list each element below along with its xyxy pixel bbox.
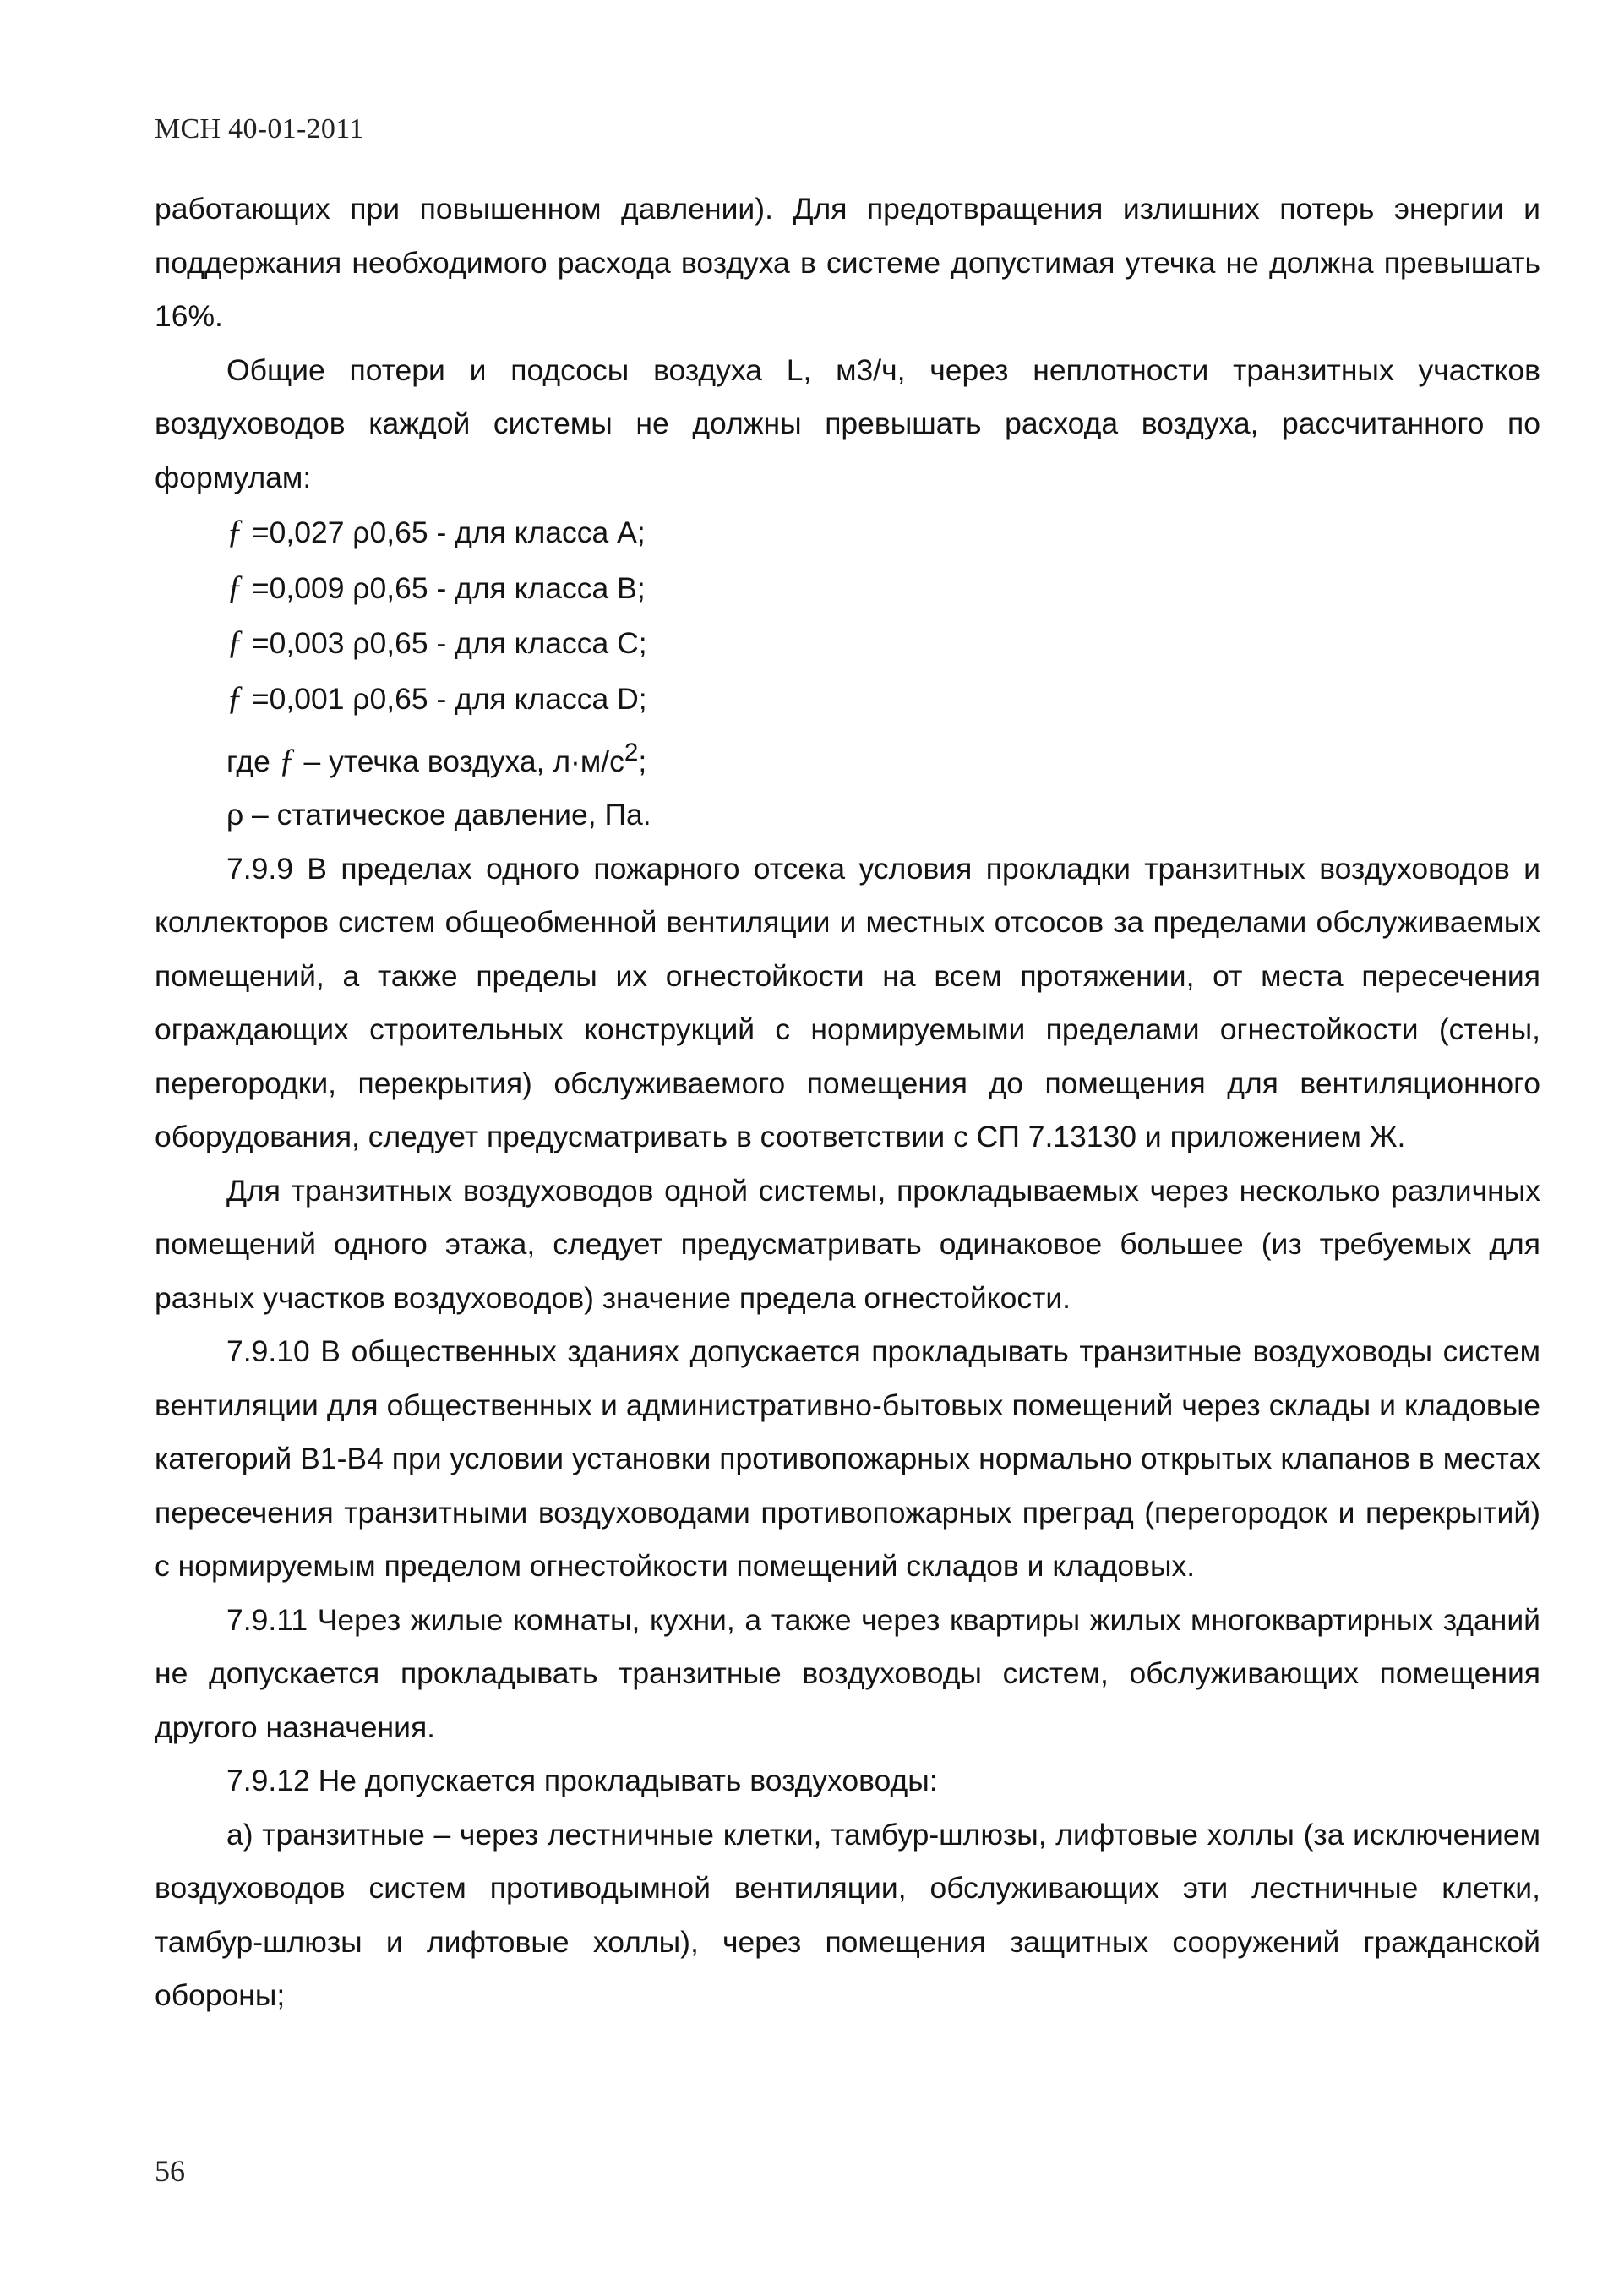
paragraph-transit-ducts: Для транзитных воздуховодов одной системы, прокладываемых через несколько различных помещений одного этажа, следует предусматривать одинаковое большее (из требуемых для разных участков воздуховодов) значение предела огнестойкости. [155, 1173, 1540, 1315]
leak-symbol: ƒ [226, 678, 243, 717]
formula-class-d [155, 671, 1540, 727]
where-prefix: где [226, 744, 279, 778]
formula-class-b [155, 560, 1540, 616]
clause-7-9-12-a: а) транзитные – через лестничные клетки, тамбур-шлюзы, лифтовые холлы (за исключением воздуховодов систем противодымной вентиляции, обслуживающих эти лестничные клетки, тамбур-шлюзы и лифтовые холлы), через помещения защитных сооружений гражданской обороны; [155, 1817, 1540, 2013]
formula-text: =0,009 ρ0,65 - для класса В; [243, 570, 646, 605]
paragraph-air-losses: Общие потери и подсосы воздуха L, м3/ч, через неплотности транзитных участков воздуховодов каждой системы не должны превышать расхода воздуха, рассчитанного по формулам: [155, 352, 1540, 494]
leak-symbol: ƒ [226, 567, 243, 606]
clause-7-9-10: 7.9.10 В общественных зданиях допускается прокладывать транзитные воздуховоды систем вентиляции для общественных и административно-бытовых помещений через склады и кладовые категорий В1-В4 при условии установки противопожарных нормально открытых клапанов в местах пересечения транзитными воздуховодами противопожарных преград (перегородок и перекрытий) с нормируемым пределом огнестойкости помещений складов и кладовых. [155, 1334, 1540, 1584]
document-body [155, 183, 1540, 2023]
document-header: МСН 40-01-2011 [155, 113, 364, 145]
leak-symbol: ƒ [226, 512, 243, 550]
clause-7-9-12: 7.9.12 Не допускается прокладывать воздуховоды: [226, 1764, 938, 1798]
where-end: ; [638, 744, 647, 778]
page-number: 56 [155, 2154, 185, 2188]
definition-pressure: ρ – статическое давление, Па. [226, 798, 651, 832]
formula-text: =0,003 ρ0,65 - для класса С; [243, 626, 647, 660]
definition-leak [155, 726, 1540, 788]
formula-text: =0,001 ρ0,65 - для класса D; [243, 681, 647, 716]
leak-symbol: ƒ [226, 623, 243, 661]
leak-symbol: ƒ [278, 740, 296, 779]
formula-class-c [155, 615, 1540, 671]
paragraph-leak-limit: работающих при повышенном давлении). Для предотвращения излишних потерь энергии и поддержания необходимого расхода воздуха в системе допустимая утечка не должна превышать 16%. [155, 192, 1540, 333]
superscript: 2 [624, 739, 639, 766]
formula-class-a [155, 504, 1540, 560]
clause-7-9-11: 7.9.11 Через жилые комнаты, кухни, а также через квартиры жилых многоквартирных зданий не допускается прокладывать транзитные воздуховоды систем, обслуживающих помещения другого назначения. [155, 1602, 1540, 1744]
clause-7-9-9: 7.9.9 В пределах одного пожарного отсека условия прокладки транзитных воздуховодов и коллекторов систем общеобменной вентиляции и местных отсосов за пределами обслуживаемых помещений, а также пределы их огнестойкости на всем протяжении, от места пересечения ограждающих строительных конструкций с нормируемыми пределами огнестойкости (стены, перегородки, перекрытия) обслуживаемого помещения до помещения для вентиляционного оборудования, следует предусматривать в соответствии с СП 7.13130 и приложением Ж. [155, 851, 1540, 1154]
formula-text: =0,027 ρ0,65 - для класса А; [243, 515, 646, 549]
where-text: – утечка воздуха, л·м/с [295, 744, 624, 778]
